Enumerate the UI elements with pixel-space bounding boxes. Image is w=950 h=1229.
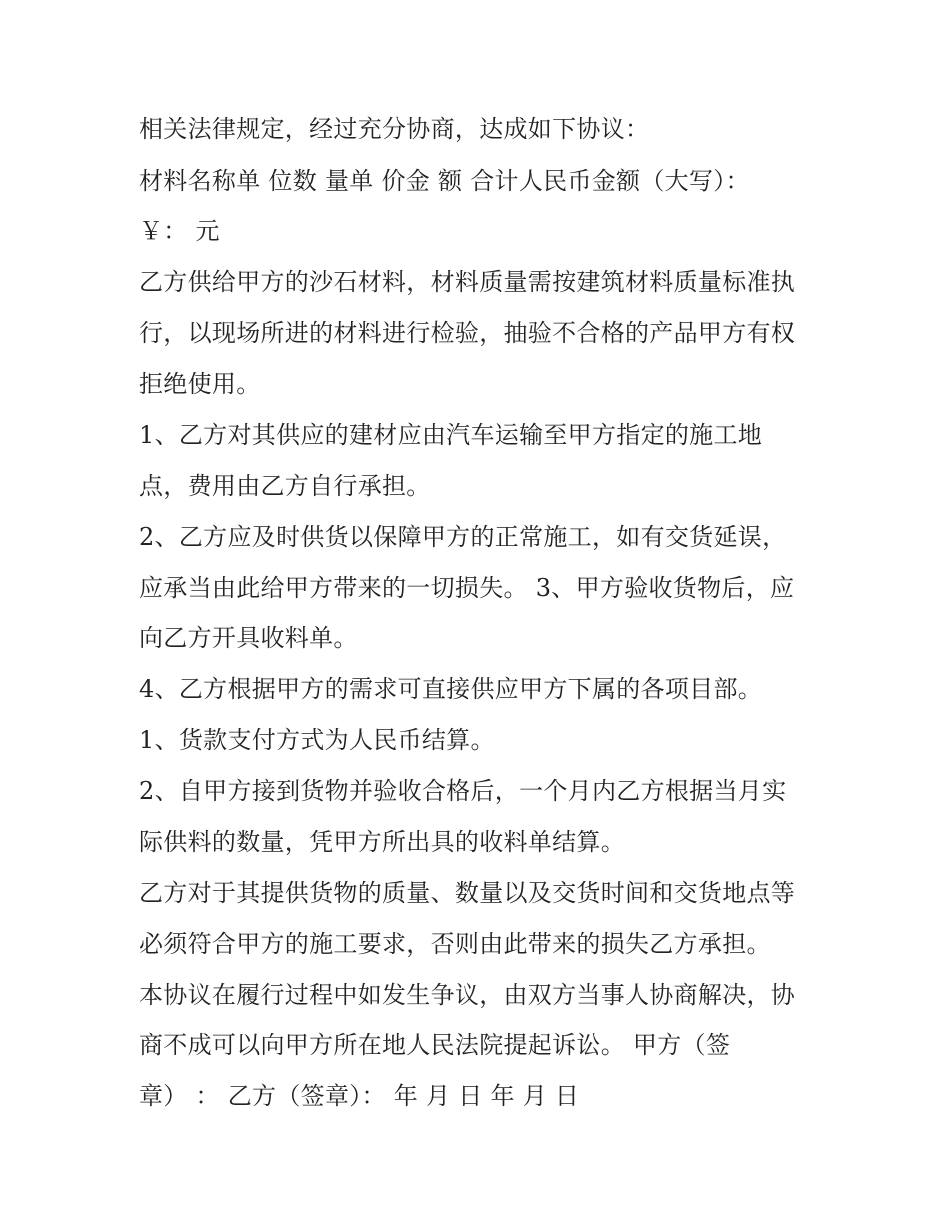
text-line: 章） ： 乙方（签章）： 年 月 日 年 月 日 (139, 1082, 580, 1110)
text-line: 向乙方开具收料单。 (139, 624, 358, 652)
text-line: 应承当由此给甲方带来的一切损失。 3、甲方验收货物后，应 (139, 574, 795, 602)
text-line: 拒绝使用。 (139, 370, 261, 398)
text-line: 相关法律规定，经过充分协商，达成如下协议： (139, 115, 650, 143)
text-line: 1、乙方对其供应的建材应由汽车运输至甲方指定的施工地 (139, 421, 763, 449)
text-line: ￥： 元 (139, 217, 220, 245)
text-line: 本协议在履行过程中如发生争议，由双方当事人协商解决，协 (139, 981, 796, 1009)
text-line: 2、乙方应及时供货以保障甲方的正常施工，如有交货延误， (139, 523, 787, 551)
text-line: 乙方对于其提供货物的质量、数量以及交货时间和交货地点等 (139, 879, 796, 907)
text-line: 际供料的数量，凭甲方所出具的收料单结算。 (139, 828, 625, 856)
text-line: 行，以现场所进的材料进行检验，抽验不合格的产品甲方有权 (139, 319, 796, 347)
text-line: 乙方供给甲方的沙石材料，材料质量需按建筑材料质量标准执 (139, 268, 796, 296)
text-line: 1、货款支付方式为人民币结算。 (139, 726, 495, 754)
text-line: 点，费用由乙方自行承担。 (139, 472, 431, 500)
text-line: 4、乙方根据甲方的需求可直接供应甲方下属的各项目部。 (139, 675, 763, 703)
text-line: 必须符合甲方的施工要求，否则由此带来的损失乙方承担。 (139, 930, 771, 958)
text-line: 2、自甲方接到货物并验收合格后，一个月内乙方根据当月实 (139, 777, 787, 805)
text-line: 商不成可以向甲方所在地人民法院提起诉讼。 甲方（签 (139, 1031, 731, 1059)
text-line: 材料名称单 位数 量单 价金 额 合计人民币金额（大写）： (139, 167, 750, 195)
